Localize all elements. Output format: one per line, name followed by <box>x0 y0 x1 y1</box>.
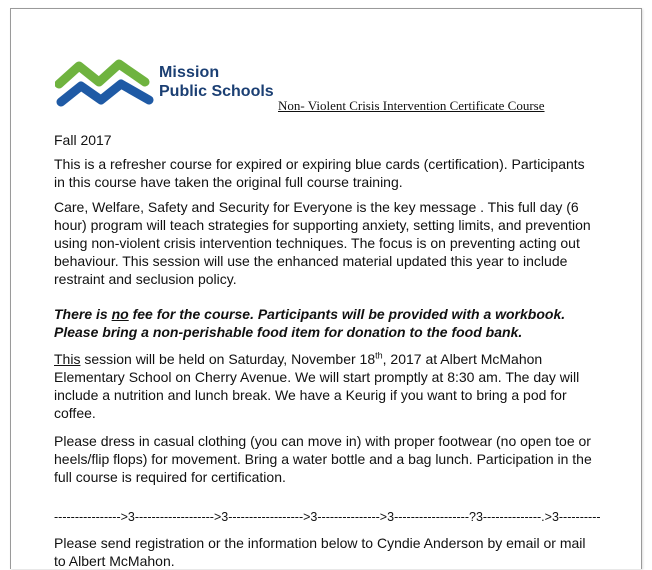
intro-paragraph: This is a refresher course for expired or expiring blue cards (certification). Participants in this course have taken the original full course training. <box>54 156 585 190</box>
fee-notice-before: There is <box>54 306 112 322</box>
org-name-line2: Public Schools <box>159 83 274 100</box>
session-text-b: , 2017 at Albert McMahon Elementary School on Cherry Avenue. We will start promptly at 8:30 am. The day will include a nutrition and lunch break. We have a Keurig if you want to bring a pod for coffee. <box>54 351 580 421</box>
session-sup: th <box>375 350 383 361</box>
org-name-line1: Mission <box>159 64 220 81</box>
mission-logo-icon <box>55 50 155 110</box>
session-text-a: session will be held on Saturday, November 18 <box>80 351 376 367</box>
session-lead: This <box>54 351 81 367</box>
course-title: Non- Violent Crisis Intervention Certificate Course <box>278 98 545 113</box>
dress-paragraph: Please dress in casual clothing (you can move in) with proper footwear (no open toe or heels/flip flops) for movement. Bring a water bottle and a bag lunch. Participation in the full course is required for certification. <box>54 433 592 485</box>
cut-line: ---------------->3------------------->3------------------>3--------------->3------------------?3--------------.>3---------- <box>54 510 601 524</box>
fee-notice-emphasis: no <box>111 306 129 322</box>
fee-notice <box>54 305 599 341</box>
key-message-paragraph: Care, Welfare, Safety and Security for Everyone is the key message . This full day (6 hour) program will teach strategies for supporting anxiety, setting limits, and prevention using non-violent crisis intervention techniques. The focus is on preventing acting out behaviour. This session will use the enhanced material updated this year to include restraint and seclusion policy. <box>54 199 591 287</box>
term-label: Fall 2017 <box>54 132 112 148</box>
session-paragraph <box>54 350 599 422</box>
fee-notice-after: fee for the course. Participants will be provided with a workbook. Please bring a non-perishable food item for donation to the food bank. <box>54 306 566 340</box>
registration-paragraph: Please send registration or the information below to Cyndie Anderson by email or mail to Albert McMahon. <box>54 535 586 569</box>
